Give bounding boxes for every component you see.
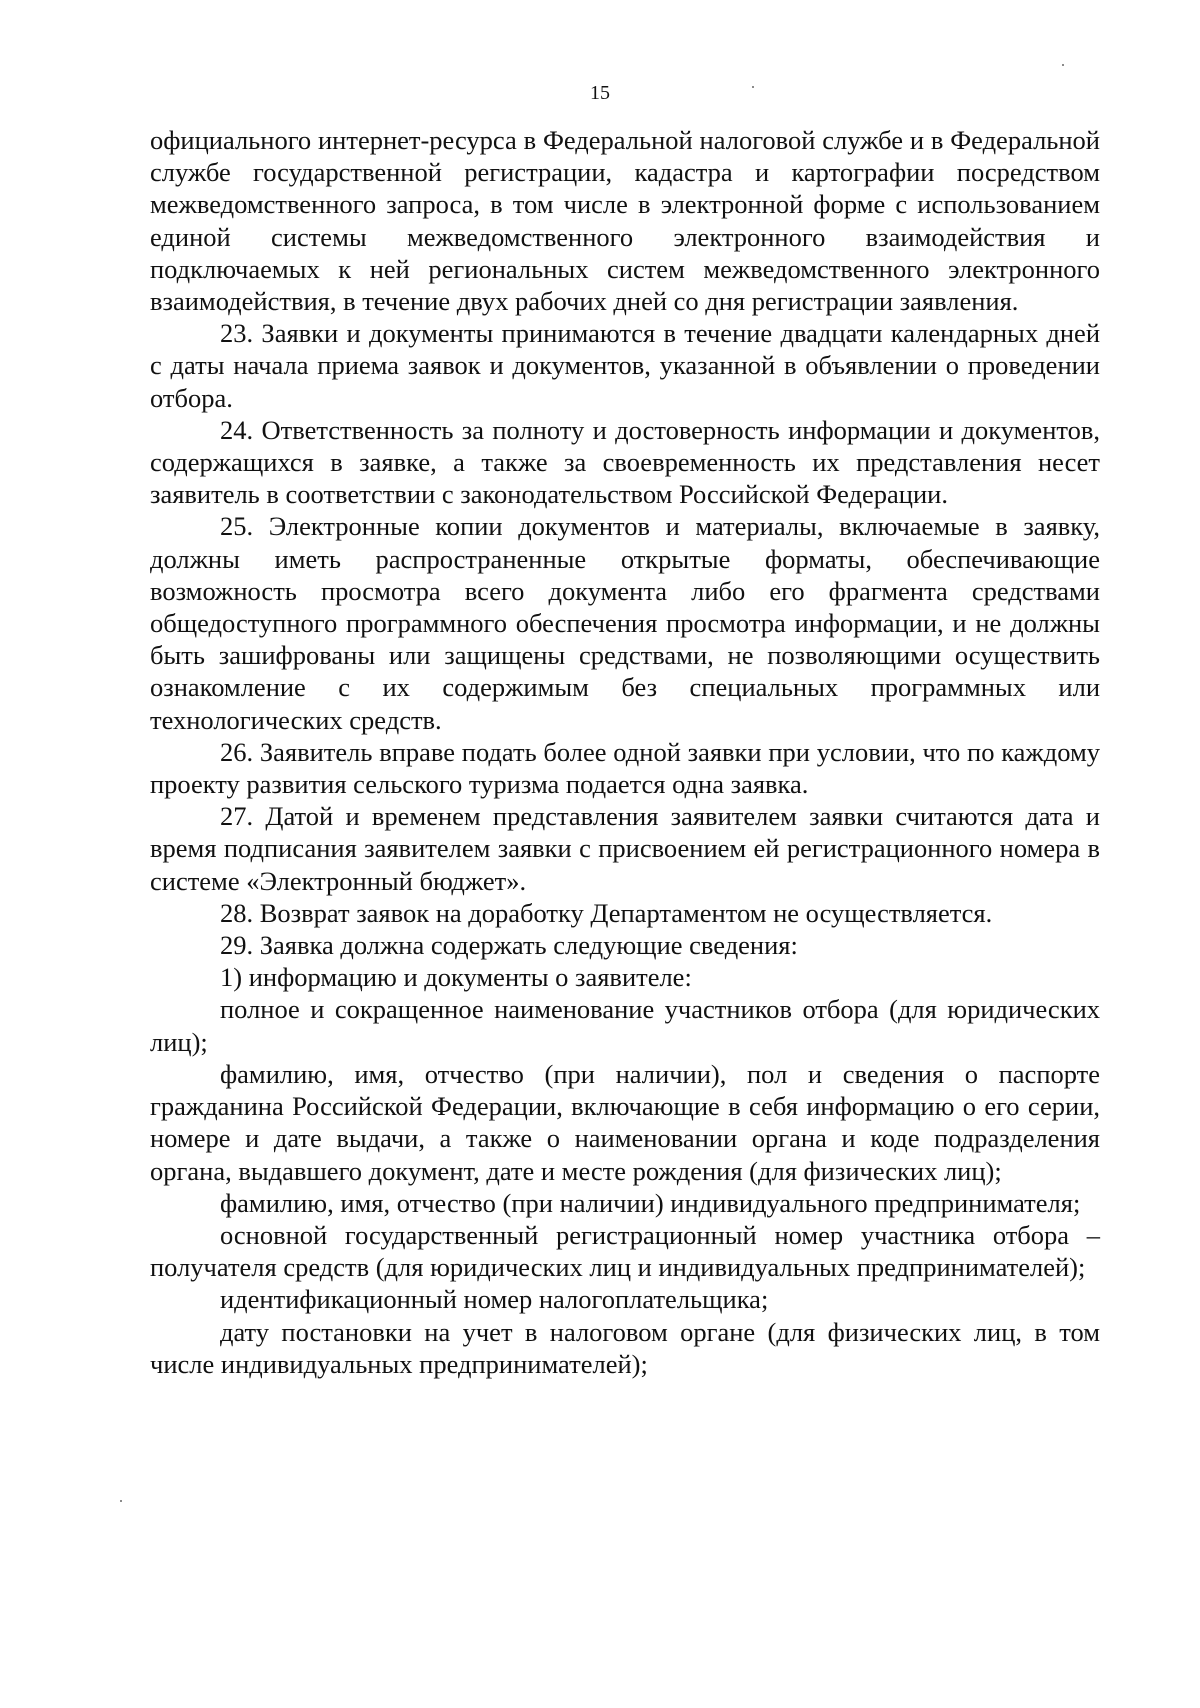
scan-speck [1062, 64, 1064, 66]
page-number: 15 [590, 82, 610, 104]
paragraph: 23. Заявки и документы принимаются в течение двадцати календарных дней с даты начала приема заявок и документов, указанной в объявлении о проведении отбора. [150, 318, 1100, 413]
paragraph: 24. Ответственность за полноту и достоверность информации и документов, содержащихся в заявке, а также за своевременность их представления несет заявитель в соответствии с законодательством Российской Федерации. [150, 414, 1100, 510]
paragraph: дату постановки на учет в налоговом органе (для физических лиц, в том числе индивидуальных предпринимателей); [150, 1316, 1100, 1379]
paragraph: 27. Датой и временем представления заявителем заявки считаются дата и время подписания заявителем заявки с присвоением ей регистрационного номера в системе «Электронный бюджет». [150, 801, 1100, 896]
paragraph: 25. Электронные копии документов и материалы, включаемые в заявку, должны иметь распространенные открытые форматы, обеспечивающие возможность просмотра всего документа либо его фрагмента средствами общедоступного программного обеспечения просмотра информации, и не должны быть зашифрованы или защищены средствами, не позволяющими осуществить ознакомление с их содержимым без специальных программных или технологических средств. [150, 511, 1100, 735]
paragraph: полное и сокращенное наименование участников отбора (для юридических лиц); [150, 994, 1100, 1057]
paragraph: 29. Заявка должна содержать следующие сведения: [220, 930, 798, 961]
paragraph: фамилию, имя, отчество (при наличии) индивидуального предпринимателя; [220, 1187, 1081, 1218]
paragraph: основной государственный регистрационный номер участника отбора – получателя средств (для юридических лиц и индивидуальных предпринимателей); [150, 1219, 1100, 1283]
paragraph: 1) информацию и документы о заявителе: [220, 962, 692, 993]
paragraph: идентификационный номер налогоплательщика; [220, 1284, 769, 1315]
document-body [150, 124, 1100, 1380]
paragraph: фамилию, имя, отчество (при наличии), пол и сведения о паспорте гражданина Российской Федерации, включающие в себя информацию о его серии, номере и дате выдачи, а также о наименовании органа и коде подразделения органа, выдавшего документ, дате и месте рождения (для физических лиц); [150, 1058, 1100, 1186]
paragraph: 28. Возврат заявок на доработку Департаментом не осуществляется. [220, 897, 993, 928]
scan-speck [120, 1500, 122, 1502]
paragraph: 26. Заявитель вправе подать более одной заявки при условии, что по каждому проекту развития сельского туризма подается одна заявка. [150, 736, 1100, 800]
paragraph: официального интернет-ресурса в Федеральной налоговой службе и в Федеральной службе государственной регистрации, кадастра и картографии посредством межведомственного запроса, в том числе в электронной форме с использованием единой системы межведомственного электронного взаимодействия и подключаемых к ней региональных систем межведомственного электронного взаимодействия, в течение двух рабочих дней со дня регистрации заявления. [150, 125, 1100, 317]
